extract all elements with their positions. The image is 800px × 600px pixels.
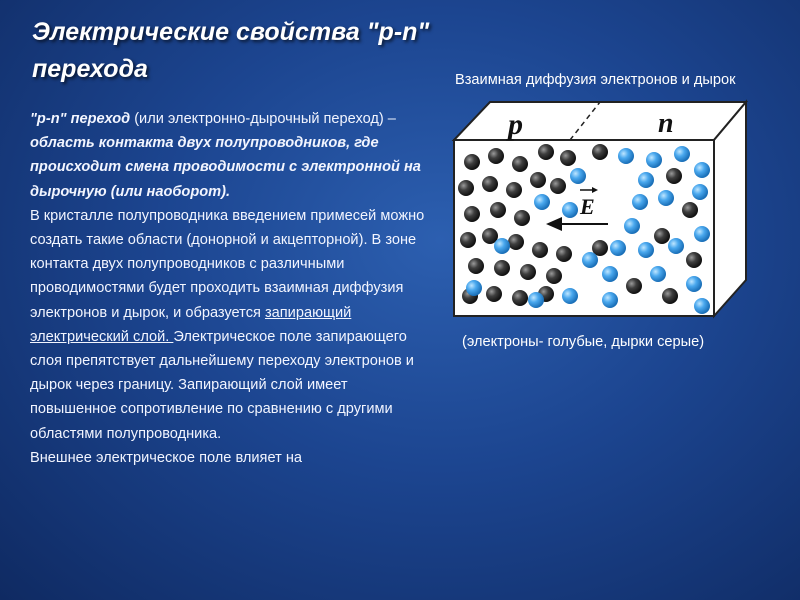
hole-particle bbox=[532, 242, 548, 258]
hole-particle bbox=[682, 202, 698, 218]
hole-particle bbox=[464, 154, 480, 170]
electron-particle bbox=[686, 276, 702, 292]
electron-particle bbox=[668, 238, 684, 254]
electron-particle bbox=[692, 184, 708, 200]
electron-particle bbox=[694, 298, 710, 314]
pn-junction-diagram bbox=[450, 90, 750, 330]
external-field-paragraph: Внешнее электрическое поле влияет на bbox=[30, 449, 302, 466]
electron-particle bbox=[534, 194, 550, 210]
electron-particle bbox=[494, 238, 510, 254]
hole-particle bbox=[514, 210, 530, 226]
label-n: n bbox=[658, 108, 674, 139]
electron-particle bbox=[674, 146, 690, 162]
crystal-right-face bbox=[714, 102, 746, 316]
electron-particle bbox=[638, 242, 654, 258]
electron-particle bbox=[562, 202, 578, 218]
hole-particle bbox=[482, 176, 498, 192]
electron-particle bbox=[650, 266, 666, 282]
hole-particle bbox=[538, 144, 554, 160]
hole-particle bbox=[494, 260, 510, 276]
figure-caption-bottom: (электроны- голубые, дырки серые) bbox=[462, 334, 705, 350]
hole-particle bbox=[592, 144, 608, 160]
hole-particle bbox=[464, 206, 480, 222]
electron-particle bbox=[694, 162, 710, 178]
hole-particle bbox=[560, 150, 576, 166]
hole-particle bbox=[468, 258, 484, 274]
electron-particle bbox=[582, 252, 598, 268]
electron-particle bbox=[528, 292, 544, 308]
hole-particle bbox=[520, 264, 536, 280]
barrier-layer-link[interactable]: запирающий электрический слой. bbox=[30, 304, 352, 345]
hole-particle bbox=[486, 286, 502, 302]
hole-particle bbox=[654, 228, 670, 244]
electron-particle bbox=[466, 280, 482, 296]
hole-particle bbox=[546, 268, 562, 284]
hole-particle bbox=[512, 156, 528, 172]
hole-particle bbox=[458, 180, 474, 196]
term-pn: "p-n" переход bbox=[30, 111, 131, 127]
hole-particle bbox=[556, 246, 572, 262]
hole-particle bbox=[508, 234, 524, 250]
electron-particle bbox=[562, 288, 578, 304]
slide-title: Электрические свойства "p-n" перехода bbox=[32, 18, 430, 83]
electron-particle bbox=[632, 194, 648, 210]
figure-caption-top: Взаимная диффузия электронов и дырок bbox=[455, 72, 736, 88]
hole-particle bbox=[512, 290, 528, 306]
explanation-paragraph bbox=[30, 204, 430, 446]
hole-particle bbox=[488, 148, 504, 164]
field-label-e: E bbox=[580, 194, 595, 219]
electron-particle bbox=[570, 168, 586, 184]
electron-particle bbox=[602, 292, 618, 308]
label-p: p bbox=[508, 108, 523, 141]
hole-particle bbox=[490, 202, 506, 218]
electron-particle bbox=[610, 240, 626, 256]
definition-paragraph bbox=[30, 107, 430, 204]
electron-particle bbox=[624, 218, 640, 234]
term-definition: область контакта двух полупроводников, где происходит смена проводимости с электронной на дырочную (или наоборот). bbox=[30, 135, 421, 200]
electron-particle bbox=[638, 172, 654, 188]
hole-particle bbox=[550, 178, 566, 194]
hole-particle bbox=[530, 172, 546, 188]
hole-particle bbox=[666, 168, 682, 184]
hole-particle bbox=[460, 232, 476, 248]
explanation-text-2: Электрическое поле запирающего слоя препятствует дальнейшему переходу электронов и дырок через границу. Запирающий слой имеет повышенное сопротивление по сравнению с другими областями полупроводника. bbox=[30, 328, 414, 442]
hole-particle bbox=[626, 278, 642, 294]
electron-particle bbox=[618, 148, 634, 164]
body-text bbox=[30, 107, 430, 470]
electron-particle bbox=[694, 226, 710, 242]
term-paren: (или электронно-дырочный переход) – bbox=[130, 111, 396, 127]
hole-particle bbox=[686, 252, 702, 268]
hole-particle bbox=[662, 288, 678, 304]
electron-particle bbox=[646, 152, 662, 168]
crystal-top-face bbox=[454, 102, 746, 140]
hole-particle bbox=[506, 182, 522, 198]
electron-particle bbox=[658, 190, 674, 206]
explanation-text-1: В кристалле полупроводника введением примесей можно создать такие области (донорной и акцепторной). В зоне контакта двух полупроводников с различными проводимостями будет проходить взаимная диффузия электронов и дырок, и образуется bbox=[30, 207, 425, 321]
electron-particle bbox=[602, 266, 618, 282]
